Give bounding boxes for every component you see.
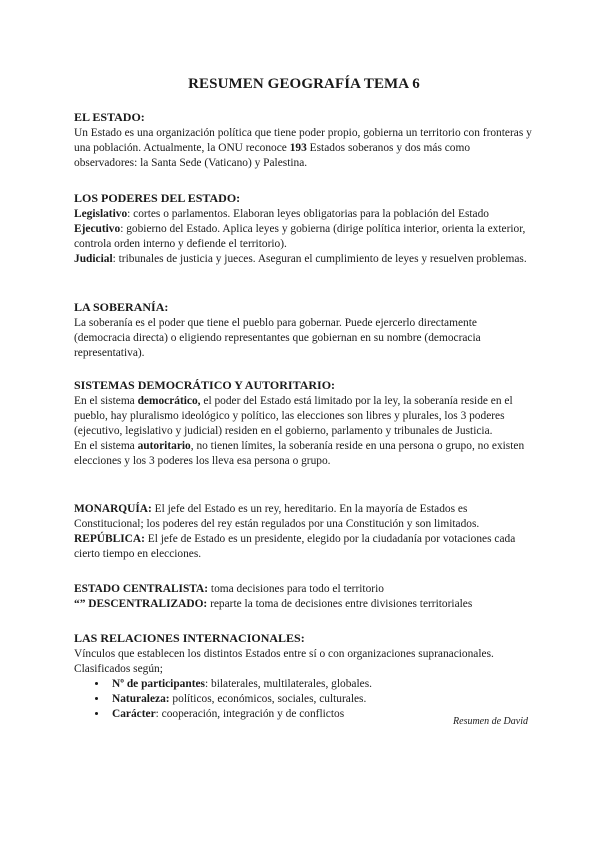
- section-sistemas: [74, 378, 534, 469]
- relaciones-paragraph: Vínculos que establecen los distintos Estados entre sí o con organizaciones supranacionales. Clasificados según;: [74, 648, 494, 675]
- section-heading: LA SOBERANÍA:: [74, 300, 169, 314]
- term: “” DESCENTRALIZADO:: [74, 598, 208, 610]
- section-poderes: [74, 191, 534, 267]
- section-centralista: [74, 582, 534, 612]
- text-span: reparte la toma de decisiones entre divisiones territoriales: [207, 598, 473, 610]
- soberania-paragraph: La soberanía es el poder que tiene el pueblo para gobernar. Puede ejercerlo directamente (democracia directa) o eligiendo representantes que gobiernan en su nombre (democracia representativa).: [74, 317, 481, 359]
- term: MONARQUÍA:: [74, 503, 152, 515]
- term: Judicial: [74, 253, 113, 265]
- text-span: Estados soberanos y dos más como observadores: la Santa Sede (Vaticano) y Palestina.: [74, 142, 471, 169]
- section-heading: LOS PODERES DEL ESTADO:: [74, 191, 241, 205]
- section-heading: EL ESTADO:: [74, 110, 145, 124]
- text-span: En el sistema: [74, 440, 138, 452]
- bold-count: 193: [289, 142, 307, 154]
- sistema-autoritario: [74, 439, 534, 469]
- text-span: políticos, económicos, sociales, culturales.: [169, 693, 367, 705]
- text-span: Un Estado es una organización política que tiene poder propio, gobierna un territorio con fronteras y una población. Actualmente, la ONU reconoce: [74, 127, 532, 154]
- text-span: toma decisiones para todo el territorio: [208, 583, 384, 595]
- text-span: , no tienen límites, la soberanía reside en una persona o grupo, no existen elecciones y los 3 poderes los lleva esa persona o grupo.: [74, 440, 525, 467]
- term: Nº de participantes: [112, 678, 205, 690]
- term: democrático,: [137, 395, 201, 407]
- page-title: RESUMEN GEOGRAFÍA TEMA 6: [188, 76, 420, 92]
- section-relaciones: [74, 631, 534, 722]
- monarquia-paragraph: [74, 502, 534, 532]
- list-item: [108, 692, 534, 707]
- page-footer: Resumen de David: [453, 716, 528, 727]
- text-span: el poder del Estado está limitado por la ley, la soberanía reside en el pueblo, hay pluralismo ideológico y político, las elecciones son libres y plurales, los 3 poderes (ejecutivo, legislativo y judicial) residen en el gobierno, parlamento y tribunales de Justicia.: [74, 395, 513, 437]
- text-span: En el sistema: [74, 395, 138, 407]
- descentralizado-line: [74, 597, 534, 612]
- section-heading: SISTEMAS DEMOCRÁTICO Y AUTORITARIO:: [74, 378, 336, 392]
- text-span: El jefe del Estado es un rey, hereditario. En la mayoría de Estados es Constitucional; los poderes del rey están regulados por una Constitución y son limitados.: [74, 503, 480, 530]
- term: Carácter: [112, 708, 156, 720]
- term: Legislativo: [74, 208, 128, 220]
- section-monarquia: [74, 502, 534, 562]
- text-span: : tribunales de justicia y jueces. Aseguran el cumplimiento de leyes y resuelven problemas.: [112, 253, 527, 265]
- section-estado: [74, 110, 534, 171]
- republica-paragraph: [74, 532, 534, 562]
- text-span: : gobierno del Estado. Aplica leyes y gobierna (dirige política interior, orienta la exterior, controla orden interno y defiende el territorio).: [74, 223, 526, 250]
- term: ESTADO CENTRALISTA:: [74, 583, 209, 595]
- text-span: : cooperación, integración y de conflictos: [155, 708, 345, 720]
- term: Naturaleza:: [112, 693, 170, 705]
- term: Ejecutivo: [74, 223, 121, 235]
- term: REPÚBLICA:: [74, 533, 145, 545]
- poder-judicial: [74, 252, 534, 267]
- section-heading: LAS RELACIONES INTERNACIONALES:: [74, 631, 305, 645]
- poder-ejecutivo: [74, 222, 534, 252]
- centralista-line: [74, 582, 534, 597]
- poder-legislativo: [74, 207, 534, 222]
- estado-paragraph: [74, 126, 534, 171]
- sistema-democratico: [74, 394, 534, 439]
- text-span: El jefe de Estado es un presidente, elegido por la ciudadanía por votaciones cada cierto tiempo en elecciones.: [74, 533, 516, 560]
- text-span: : bilaterales, multilaterales, globales.: [204, 678, 372, 690]
- section-soberania: [74, 300, 534, 361]
- term: autoritario: [137, 440, 191, 452]
- text-span: : cortes o parlamentos. Elaboran leyes obligatorias para la población del Estado: [127, 208, 490, 220]
- list-item: [108, 677, 534, 692]
